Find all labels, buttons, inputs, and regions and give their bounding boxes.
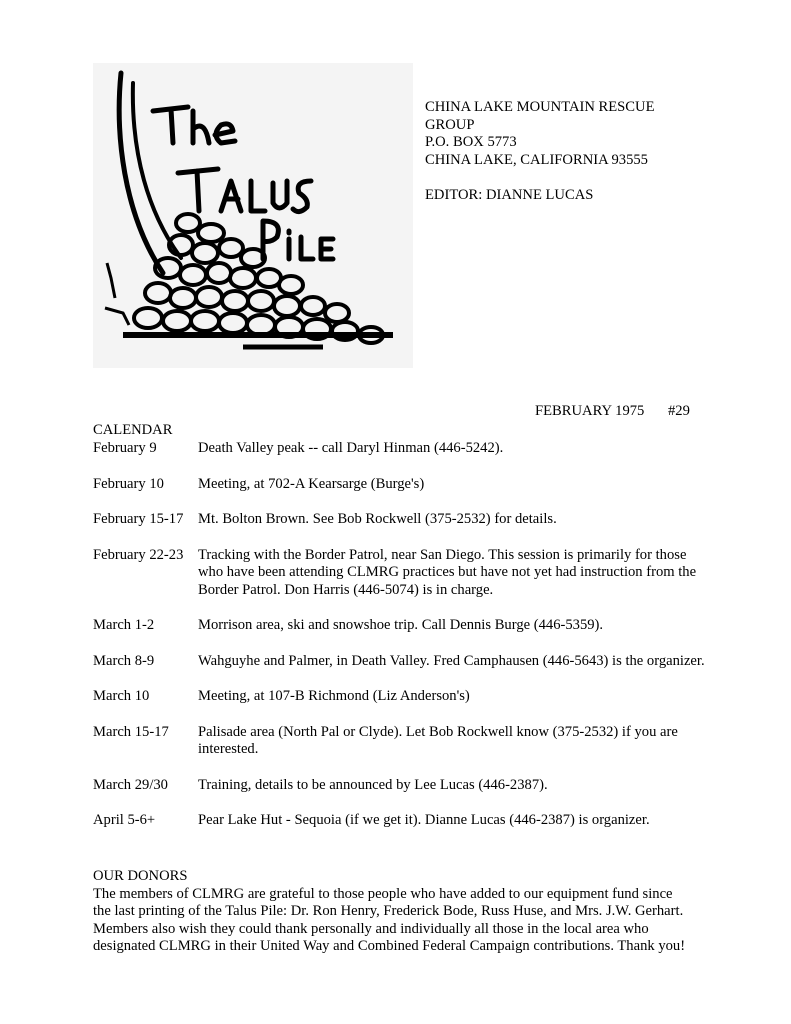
event-description: Death Valley peak -- call Daryl Hinman (446-5242). xyxy=(198,440,504,456)
event-date: February 9 xyxy=(93,440,157,456)
calendar-event xyxy=(93,547,713,600)
event-date: March 8-9 xyxy=(93,652,155,669)
event-description: Pear Lake Hut - Sequoia (if we get it). Dianne Lucas (446-2387) is organizer. xyxy=(198,812,650,828)
event-date: March 1-2 xyxy=(93,617,155,633)
donors-body: The members of CLMRG are grateful to those people who have added to our equipment fund since the last printing of the Talus Pile: Dr. Ron Henry, Frederick Bode, Russ Huse, and Mrs. J.W. Gerhart. Members also wish they could thank personally and individually all those in the local area who designated CLMRG in their United Way and Combined Federal Campaign contributions. Thank you! xyxy=(93,885,686,954)
talus-pile-logo xyxy=(93,63,413,368)
talus-pile-logo-drawing xyxy=(93,63,413,368)
event-date: February 15-17 xyxy=(93,511,184,527)
event-description: Wahguyhe and Palmer, in Death Valley. Fred Camphausen (446-5643) is the organizer. xyxy=(198,652,705,669)
address-line: CHINA LAKE, CALIFORNIA 93555 xyxy=(425,151,648,168)
issue-number: #29 xyxy=(668,403,690,419)
calendar-event xyxy=(93,511,713,529)
event-description: Meeting, at 702-A Kearsarge (Burge's) xyxy=(198,475,425,492)
event-description: Palisade area (North Pal or Clyde). Let Bob Rockwell know (375-2532) if you are interested. xyxy=(198,723,678,757)
donors-heading: OUR DONORS xyxy=(93,868,188,884)
issue-line xyxy=(535,403,690,421)
address-line: GROUP xyxy=(425,116,475,133)
address-line: CHINA LAKE MOUNTAIN RESCUE xyxy=(425,99,655,115)
event-description: Mt. Bolton Brown. See Bob Rockwell (375-2532) for details. xyxy=(198,511,557,527)
event-description: Tracking with the Border Patrol, near San Diego. This session is primarily for those who have been attending CLMRG practices but have not yet had instruction from the Border Patrol. Don Harris (446-5074) is in charge. xyxy=(198,546,697,598)
event-date: March 15-17 xyxy=(93,723,169,740)
event-date: February 10 xyxy=(93,475,164,492)
calendar-heading: CALENDAR xyxy=(93,422,173,438)
calendar-event xyxy=(93,688,713,706)
calendar-event xyxy=(93,812,713,830)
event-description: Training, details to be announced by Lee Lucas (446-2387). xyxy=(198,776,548,793)
editor-line: EDITOR: DIANNE LUCAS xyxy=(425,186,594,203)
event-date: March 29/30 xyxy=(93,776,168,793)
calendar-event xyxy=(93,476,713,494)
event-description: Meeting, at 107-B Richmond (Liz Anderson's) xyxy=(198,688,470,704)
calendar-event xyxy=(93,440,713,458)
event-description: Morrison area, ski and snowshoe trip. Call Dennis Burge (446-5359). xyxy=(198,617,604,633)
calendar-event xyxy=(93,617,713,635)
calendar-event xyxy=(93,724,713,759)
calendar-list xyxy=(93,440,713,848)
address-line: P.O. BOX 5773 xyxy=(425,134,517,150)
event-date: March 10 xyxy=(93,688,150,704)
event-date: April 5-6+ xyxy=(93,812,156,828)
address-block xyxy=(425,99,755,204)
event-date: February 22-23 xyxy=(93,546,184,563)
calendar-event xyxy=(93,777,713,795)
calendar-event xyxy=(93,653,713,671)
donors-section xyxy=(93,868,693,956)
issue-date: FEBRUARY 1975 xyxy=(535,403,645,419)
